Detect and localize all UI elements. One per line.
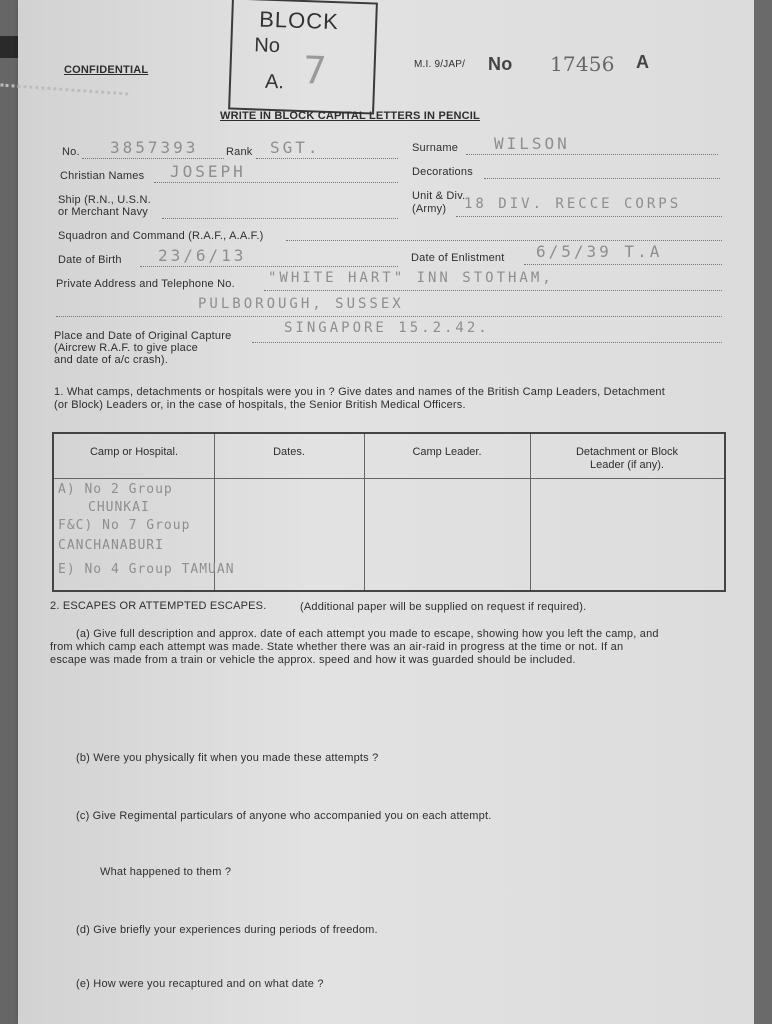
dob-label: Date of Birth — [58, 254, 122, 266]
enlistment-value: 6/5/39 T.A — [536, 242, 663, 261]
decorations-label: Decorations — [412, 166, 473, 178]
table-entry: CANCHANABURI — [58, 538, 164, 553]
q2a-text-line2: from which camp each attempt was made. State whether there was an air-raid in progress at the time or not. If an — [50, 641, 624, 653]
header-detachment-leader-line1: Detachment or Block — [575, 446, 679, 458]
stamp-letter: A. — [264, 70, 285, 94]
capture-label-line3: and date of a/c crash). — [54, 354, 169, 366]
squadron-label: Squadron and Command (R.A.F., A.A.F.) — [58, 230, 264, 242]
q2c-text: (c) Give Regimental particulars of anyone who accompanied you on each attempt. — [76, 810, 492, 822]
dob-value: 23/6/13 — [158, 246, 247, 265]
instruction-heading: WRITE IN BLOCK CAPITAL LETTERS IN PENCIL — [220, 110, 480, 122]
rank-value: SGT. — [270, 138, 321, 157]
stamp-number: 7 — [302, 48, 328, 93]
q2e-text: (e) How were you recaptured and on what date ? — [76, 978, 324, 990]
table-entry: A) No 2 Group — [58, 482, 173, 497]
rank-label: Rank — [226, 146, 253, 158]
q2-title: 2. ESCAPES OR ATTEMPTED ESCAPES. — [50, 600, 267, 612]
address-value-line2: PULBOROUGH, SUSSEX — [198, 296, 404, 312]
table-entry: E) No 4 Group TAMUAN — [58, 562, 235, 577]
ship-label-line1: Ship (R.N., U.S.N. — [58, 194, 151, 206]
ship-label-line2: or Merchant Navy — [58, 206, 149, 218]
unit-label-line2: (Army) — [412, 203, 447, 215]
serial-number: 17456 — [550, 52, 615, 76]
christian-names-value: JOSEPH — [170, 162, 246, 181]
address-label: Private Address and Telephone No. — [56, 278, 235, 290]
stamp-no-label: No — [253, 34, 281, 58]
form-reference: M.I. 9/JAP/ — [414, 59, 466, 70]
capture-value: SINGAPORE 15.2.42. — [284, 320, 490, 336]
unit-label-line1: Unit & Div. — [412, 190, 466, 202]
christian-names-label: Christian Names — [60, 170, 145, 182]
header-camp-or-hospital: Camp or Hospital. — [89, 446, 179, 458]
capture-label-line1: Place and Date of Original Capture — [54, 330, 232, 342]
q2a-text-line1: (a) Give full description and approx. date of each attempt you made to escape, showing how you left the camp, and — [76, 628, 659, 640]
q2c-followup-text: What happened to them ? — [100, 866, 232, 878]
table-entry: CHUNKAI — [88, 500, 150, 515]
address-value-line1: "WHITE HART" INN STOTHAM, — [268, 270, 554, 286]
confidential-label: CONFIDENTIAL — [64, 64, 149, 76]
block-stamp — [228, 0, 378, 115]
q2d-text: (d) Give briefly your experiences during periods of freedom. — [76, 924, 378, 936]
surname-label: Surname — [412, 142, 459, 154]
q1-text-line1: 1. What camps, detachments or hospitals were you in ? Give dates and names of the British Camp Leaders, Detachment — [54, 386, 665, 398]
q2-title-note: (Additional paper will be supplied on request if required). — [300, 601, 587, 613]
no-label: No. — [62, 146, 80, 158]
background-left — [0, 0, 18, 1024]
background-right — [754, 0, 772, 1024]
unit-value: 18 DIV. RECCE CORPS — [464, 196, 682, 212]
table-entry: F&C) No 7 Group — [58, 518, 191, 533]
surname-value: WILSON — [494, 134, 570, 153]
serial-no-label: No — [488, 54, 513, 74]
capture-label-line2: (Aircrew R.A.F. to give place — [54, 342, 198, 354]
header-detachment-leader-line2: Leader (if any). — [590, 459, 664, 471]
serial-suffix: A — [636, 52, 650, 72]
header-camp-leader: Camp Leader. — [412, 446, 482, 458]
header-dates: Dates. — [273, 446, 305, 458]
enlistment-label: Date of Enlistment — [411, 252, 505, 264]
camps-table — [52, 432, 726, 592]
q2a-text-line3: escape was made from a train or vehicle the approx. speed and how it was guarded should be included. — [50, 654, 576, 666]
q2b-text: (b) Were you physically fit when you made these attempts ? — [76, 752, 379, 764]
q1-text-line2: (or Block) Leaders or, in the case of hospitals, the Senior British Medical Officers. — [54, 399, 466, 411]
stamp-block-label: BLOCK — [258, 6, 340, 35]
no-value: 3857393 — [110, 138, 199, 157]
